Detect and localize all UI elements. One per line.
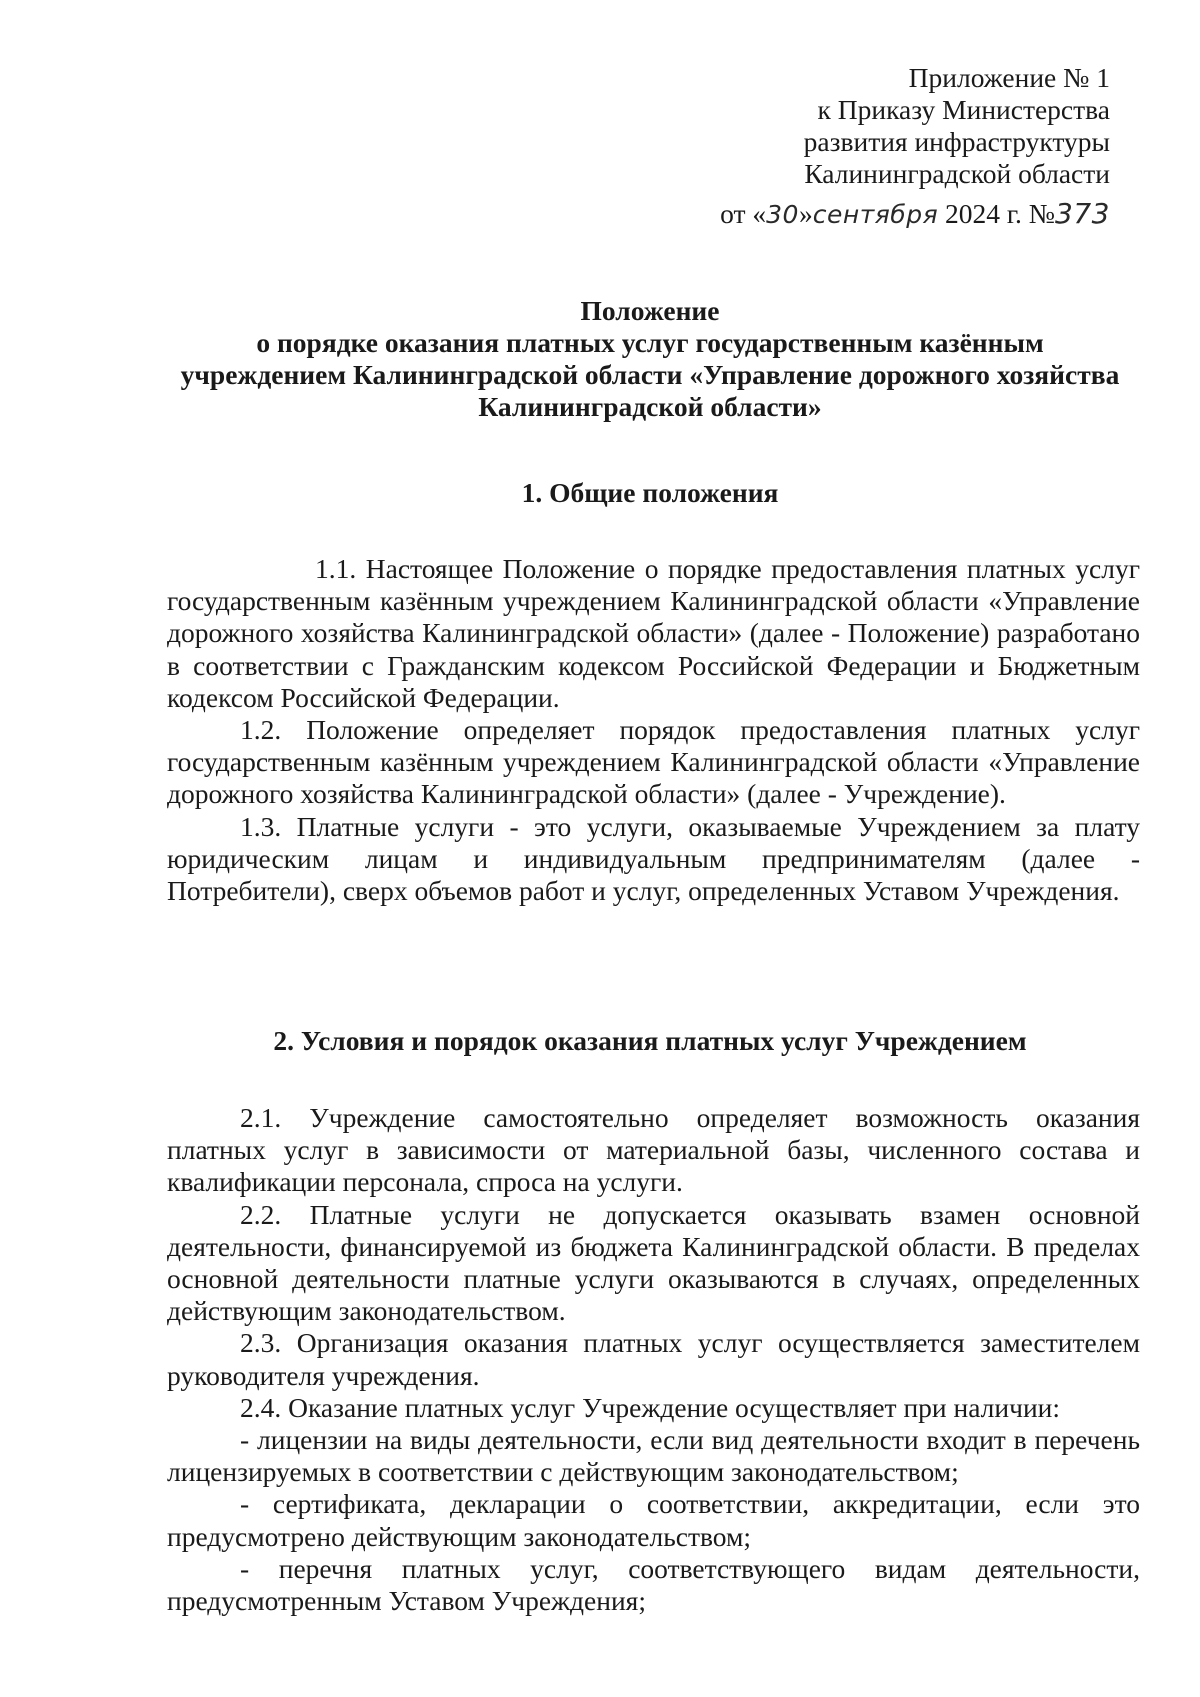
date-mid: »: [798, 198, 813, 229]
appendix-date-line: [590, 198, 1110, 231]
paragraph-2-1: 2.1. Учреждение самостоятельно определяет возможность оказания платных услуг в зависимости от материальной базы, численного состава и квалификации персонала, спроса на услуги.: [167, 1102, 1140, 1198]
list-item-certificate: - сертификата, декларации о соответствии, аккредитации, если это предусмотрено действующим законодательством;: [167, 1488, 1140, 1552]
appendix-line-3: развития инфраструктуры: [803, 126, 1110, 157]
date-day-handwritten: 30: [766, 200, 799, 229]
list-item-license: - лицензии на виды деятельности, если вид деятельности входит в перечень лицензируемых в соответствии с действующим законодательством;: [167, 1424, 1140, 1488]
document-title: [160, 295, 1140, 423]
paragraph-1-3: 1.3. Платные услуги - это услуги, оказываемые Учреждением за плату юридическим лицам и индивидуальным предпринимателям (далее - Потребители), сверх объемов работ и услуг, определенных Уставом Учреждения.: [167, 810, 1140, 907]
paragraph-2-4: 2.4. Оказание платных услуг Учреждение осуществляет при наличии:: [240, 1391, 1061, 1423]
section-1-heading: 1. Общие положения: [521, 477, 779, 508]
list-item-services-list: - перечня платных услуг, соответствующего видам деятельности, предусмотренным Уставом Учреждения;: [167, 1552, 1140, 1617]
appendix-line-1: Приложение № 1: [908, 62, 1110, 93]
appendix-line-4: Калининградской области: [804, 158, 1110, 189]
title-line-1: Положение: [580, 295, 720, 326]
paragraph-1-1: 1.1. Настоящее Положение о порядке предоставления платных услуг государственным казённым учреждением Калининградской области «Управление дорожного хозяйства Калининградской области» (далее - Положение) разработано в соответствии с Гражданским кодексом Российской Федерации и Бюджетным кодексом Российской Федерации.: [167, 553, 1140, 713]
order-number-handwritten: 373: [1055, 197, 1110, 230]
appendix-line-2: к Приказу Министерства: [817, 94, 1110, 125]
section-2-heading: 2. Условия и порядок оказания платных услуг Учреждением: [273, 1025, 1027, 1056]
paragraph-2-3: 2.3. Организация оказания платных услуг осуществляется заместителем руководителя учреждения.: [167, 1327, 1140, 1391]
section-2-body: [167, 1102, 1140, 1617]
title-line-4: Калининградской области»: [478, 391, 822, 422]
title-line-2: о порядке оказания платных услуг государственным казённым: [256, 327, 1044, 358]
title-line-3: учреждением Калининградской области «Управление дорожного хозяйства: [180, 359, 1120, 390]
section-1-body: [167, 553, 1140, 907]
paragraph-2-2: 2.2. Платные услуги не допускается оказывать взамен основной деятельности, финансируемой из бюджета Калининградской области. В пределах основной деятельности платные услуги оказываются в случаях, определенных действующим законодательством.: [167, 1198, 1140, 1327]
paragraph-1-2: 1.2. Положение определяет порядок предоставления платных услуг государственным казённым учреждением Калининградской области «Управление дорожного хозяйства Калининградской области» (далее - Учреждение).: [167, 714, 1140, 810]
date-month-handwritten: сентября: [812, 200, 939, 229]
date-year: 2024 г. №: [938, 198, 1056, 229]
appendix-block: [590, 62, 1110, 231]
date-prefix: от «: [720, 198, 767, 229]
